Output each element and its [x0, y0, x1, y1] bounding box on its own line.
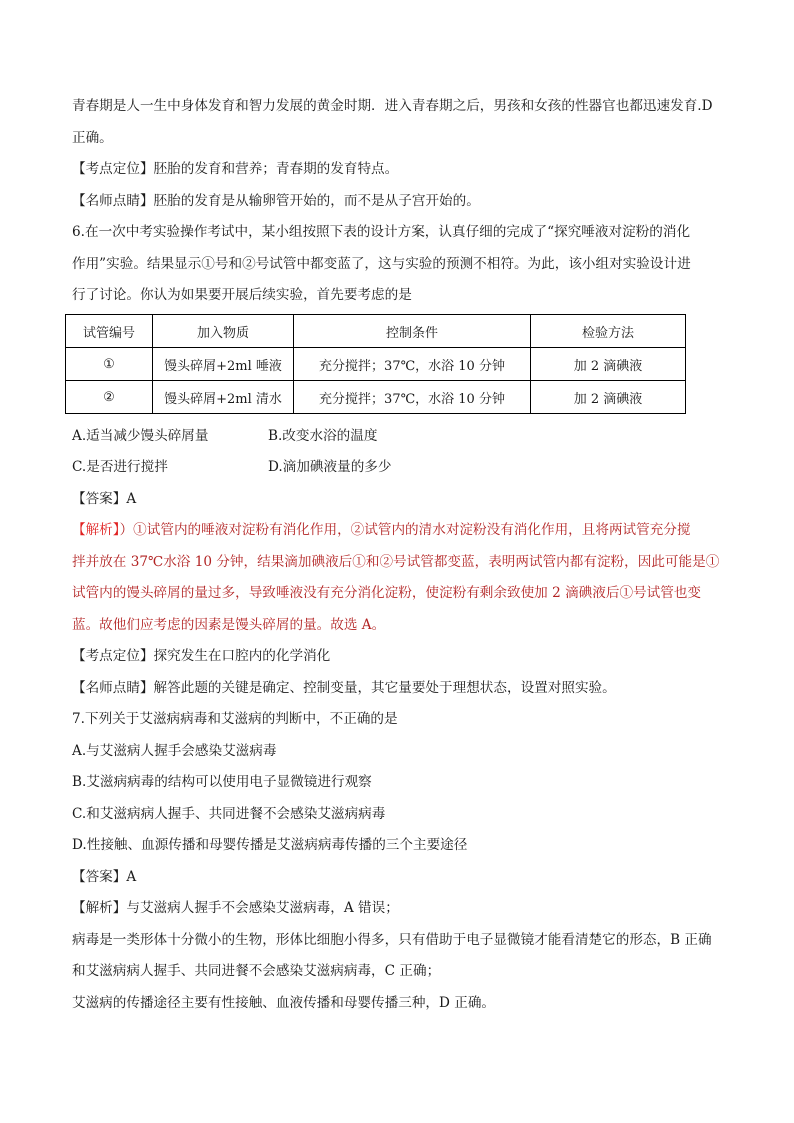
- q6-answer: 【答案】A: [72, 490, 137, 507]
- q6-stem-line-2: 作用”实验。结果显示①号和②号试管中都变蓝了，这与实验的预测不相符。为此，该小组对实验设计进: [72, 255, 691, 272]
- q6-option-a: A.适当减少馒头碎屑量: [72, 427, 209, 444]
- table-header-cell: 试管编号: [66, 315, 153, 348]
- table-header-cell: 检验方法: [531, 315, 686, 348]
- q6-analysis-line-2: 拌并放在 37℃水浴 10 分钟，结果滴加碘液后①和②号试管都变蓝，表明两试管内都有淀粉，因此可能是①: [72, 553, 720, 570]
- q7-option-d: D.性接触、血源传播和母婴传播是艾滋病病毒传播的三个主要途径: [72, 837, 468, 853]
- q6-analysis-line-4: 蓝。故他们应考虑的因素是馒头碎屑的量。故选 A。: [72, 616, 386, 633]
- q7-option-a: A.与艾滋病人握手会感染艾滋病毒: [72, 742, 277, 759]
- experiment-table: [65, 314, 686, 414]
- q7-option-c: C.和艾滋病病人握手、共同进餐不会感染艾滋病病毒: [72, 805, 386, 822]
- table-cell: 充分搅拌；37℃，水浴 10 分钟: [294, 348, 531, 381]
- q6-analysis-line-1: [72, 520, 722, 540]
- table-cell: 充分搅拌；37℃，水浴 10 分钟: [294, 381, 531, 414]
- q7-analysis-line-4: 艾滋病的传播途径主要有性接触、血液传播和母婴传播三种，D 正确。: [72, 994, 496, 1011]
- table-cell: 馒头碎屑+2ml 清水: [153, 381, 294, 414]
- table-header-cell: 加入物质: [153, 315, 294, 348]
- q5-kaodian: 【考点定位】胚胎的发育和营养；青春期的发育特点。: [72, 161, 399, 177]
- q7-analysis-line-2: 病毒是一类形体十分微小的生物，形体比细胞小得多，只有借助于电子显微镜才能看清楚它的形态，B 正确: [72, 931, 712, 948]
- intro-line-2: 正确。: [72, 129, 113, 146]
- q6-analysis-line-3: 试管内的馒头碎屑的量过多，导致唾液没有充分消化淀粉，使淀粉有剩余致使加 2 滴碘液后①号试管也变: [72, 585, 702, 601]
- table-cell: ①: [66, 348, 153, 381]
- table-cell: 馒头碎屑+2ml 唾液: [153, 348, 294, 381]
- analysis-text: ）①试管内的唾液对淀粉有消化作用，②试管内的清水对淀粉没有消化作用，且将两试管充分搅: [119, 522, 691, 538]
- q6-stem-line-1: 6.在一次中考实验操作考试中，某小组按照下表的设计方案，认真仔细的完成了“探究唾液对淀粉的消化: [72, 224, 691, 240]
- table-cell: ②: [66, 381, 153, 414]
- q7-option-b: B.艾滋病病毒的结构可以使用电子显微镜进行观察: [72, 774, 372, 790]
- table-cell: 加 2 滴碘液: [531, 381, 686, 414]
- document-page: [72, 96, 722, 1013]
- table-row: [66, 381, 686, 414]
- q6-kaodian: 【考点定位】探究发生在口腔内的化学消化: [72, 648, 331, 664]
- q6-options-row-2: [72, 457, 722, 477]
- intro-line-1: 青春期是人一生中身体发育和智力发展的黄金时期．进入青春期之后，男孩和女孩的性器官也都迅速发育.D: [72, 98, 713, 114]
- analysis-tag: 【解析】: [72, 522, 120, 538]
- q5-dianjing: 【名师点睛】胚胎的发育是从输卵管开始的，而不是从子宫开始的。: [72, 192, 480, 209]
- table-row: [66, 348, 686, 381]
- table-header-cell: 控制条件: [294, 315, 531, 348]
- q6-dianjing: 【名师点睛】解答此题的关键是确定、控制变量，其它量要处于理想状态，设置对照实验。: [72, 679, 616, 696]
- q6-option-d: D.滴加碘液量的多少: [268, 459, 392, 475]
- q7-answer: 【答案】A: [72, 868, 137, 885]
- table-cell: 加 2 滴碘液: [531, 348, 686, 381]
- q6-option-c: C.是否进行搅拌: [72, 459, 168, 475]
- q6-options-row-1: [72, 426, 722, 446]
- q7-analysis-line-3: 和艾滋病病人握手、共同进餐不会感染艾滋病病毒，C 正确；: [72, 963, 441, 979]
- q6-stem-line-3: 行了讨论。你认为如果要开展后续实验，首先要考虑的是: [72, 287, 412, 303]
- q7-stem: 7.下列关于艾滋病病毒和艾滋病的判断中，不正确的是: [72, 711, 398, 727]
- q6-option-b: B.改变水浴的温度: [268, 427, 378, 444]
- table-header-row: [66, 315, 686, 348]
- q7-analysis-line-1: 【解析】与艾滋病人握手不会感染艾滋病毒，A 错误；: [72, 900, 399, 916]
